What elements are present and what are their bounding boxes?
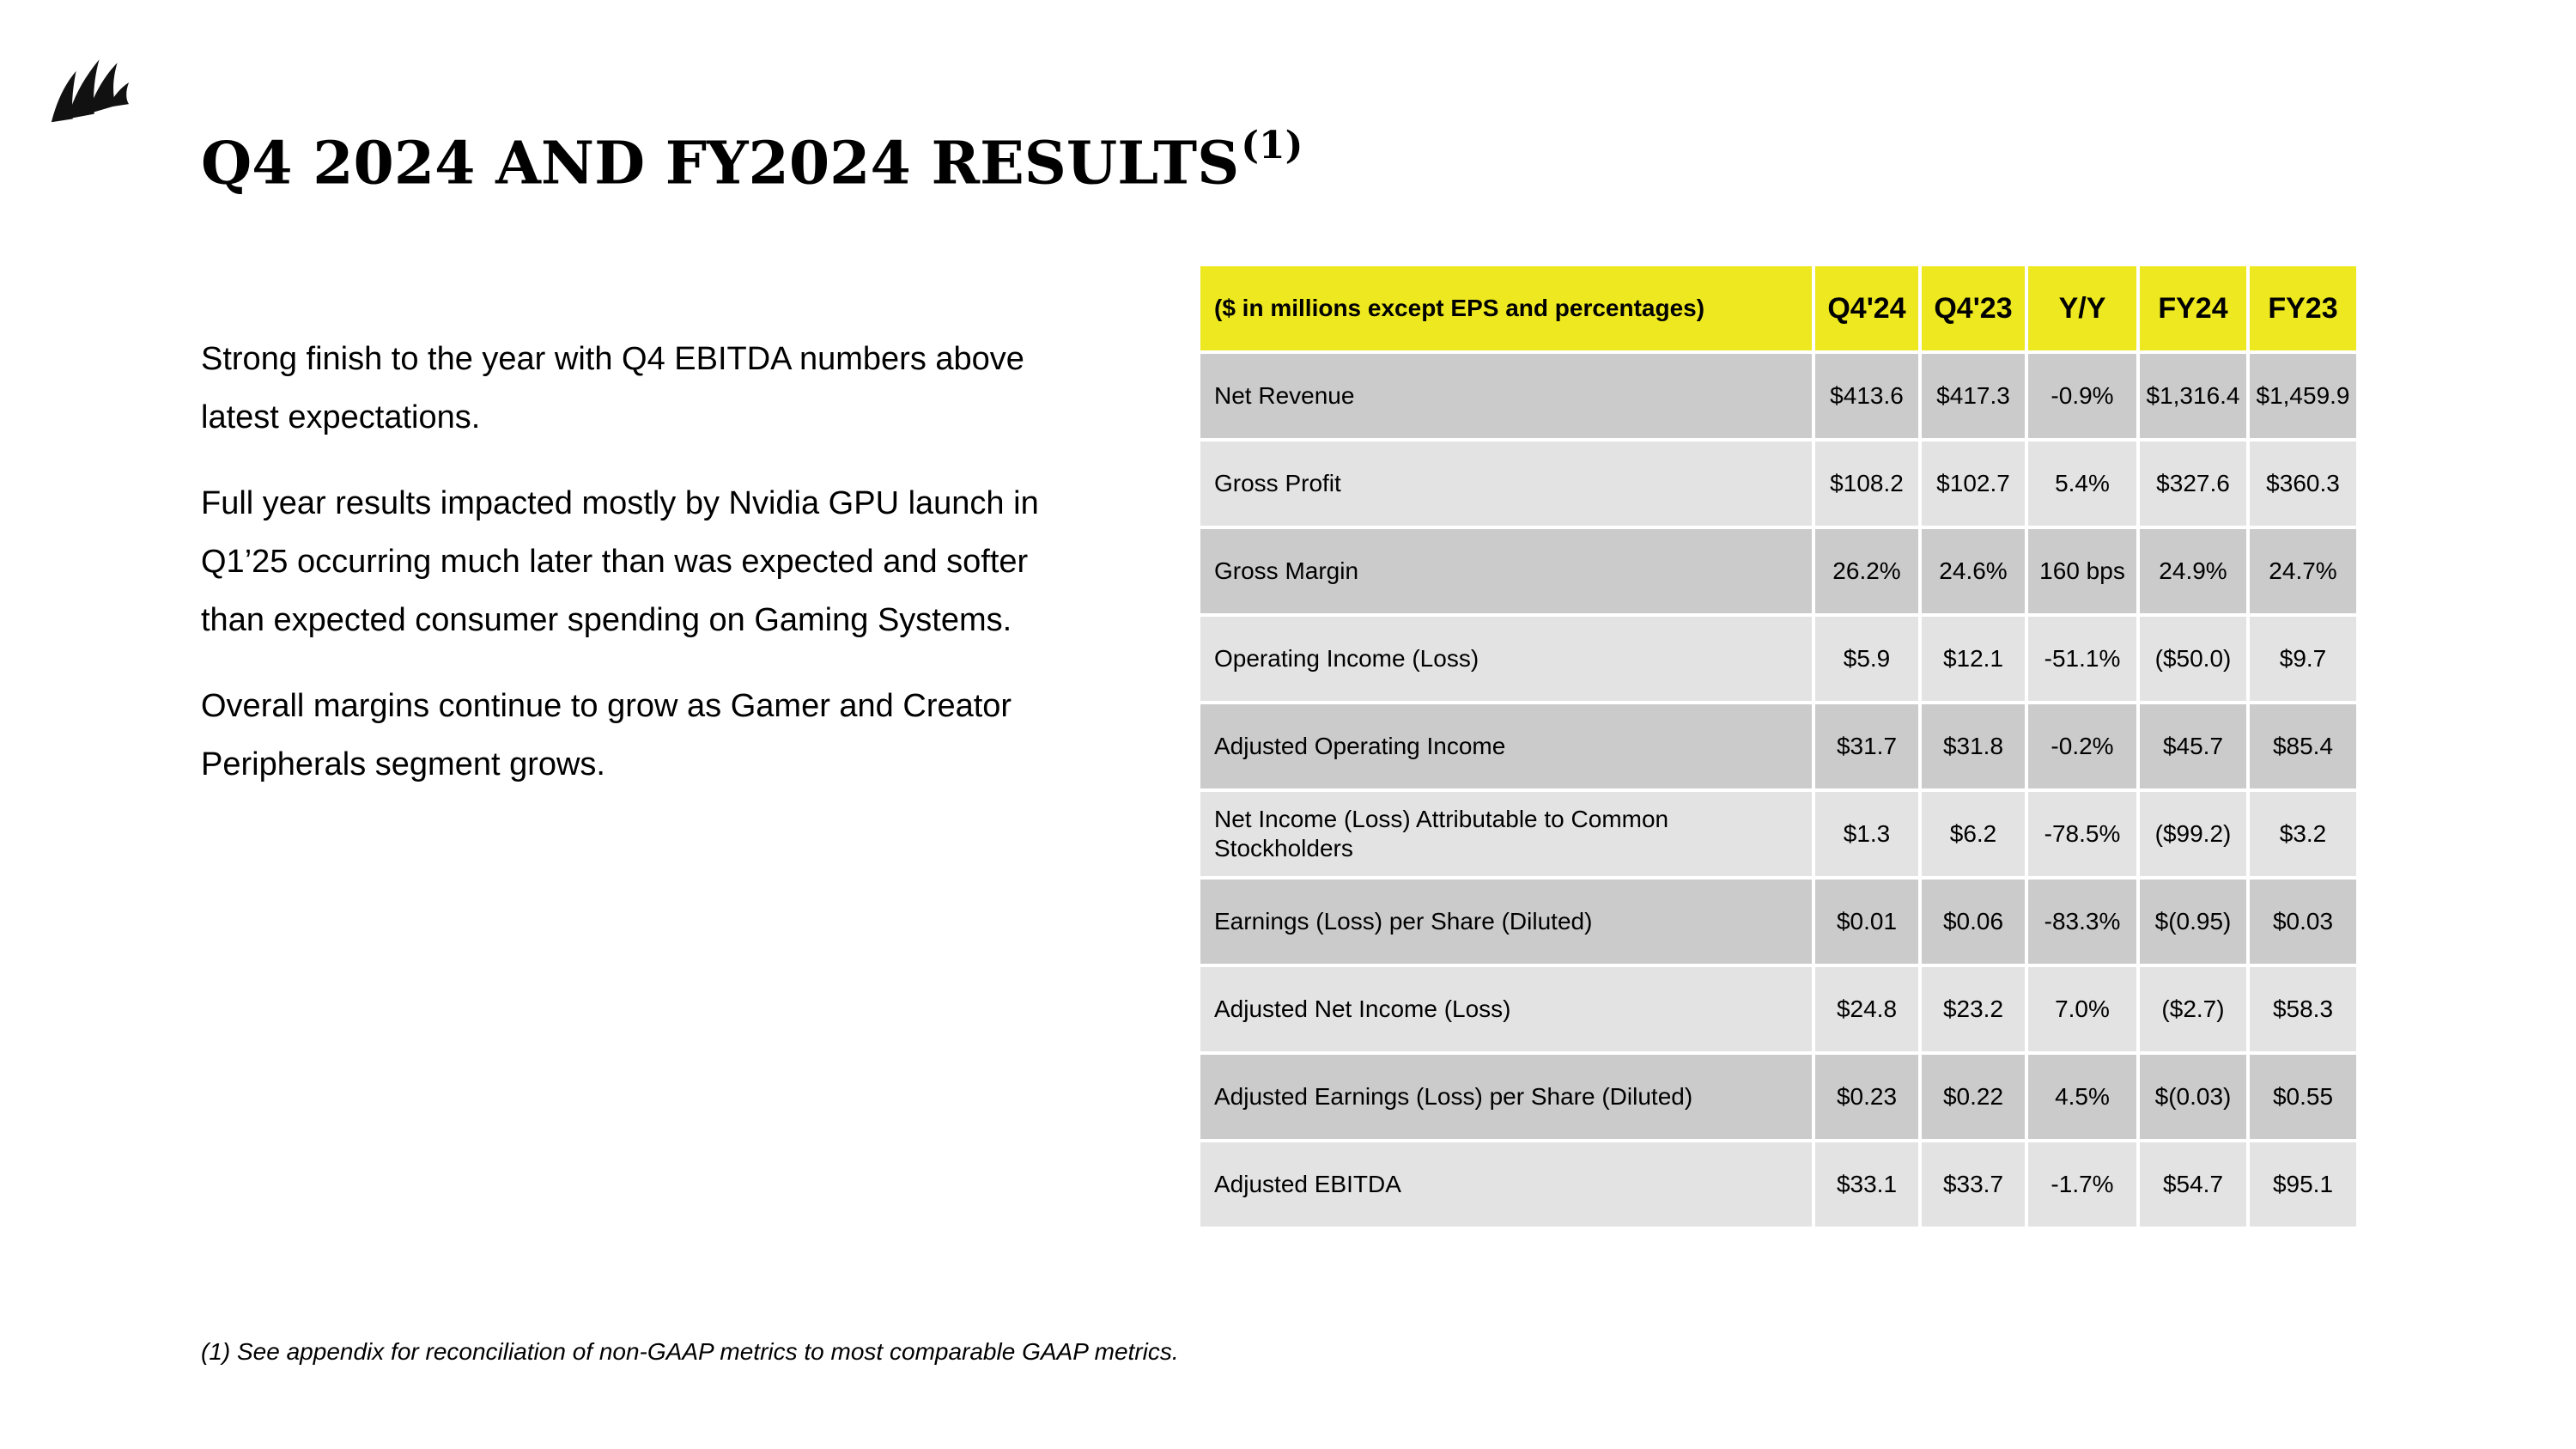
cell-q4-24: $1.3: [1814, 790, 1920, 878]
table-row: [1199, 878, 2358, 965]
cell-metric: Gross Margin: [1199, 527, 1814, 615]
summary-paragraph-1: Strong finish to the year with Q4 EBITDA numbers above latest expectations.: [201, 341, 1024, 435]
cell-yoy: 7.0%: [2026, 965, 2138, 1053]
cell-q4-23: $0.22: [1920, 1053, 2026, 1141]
cell-q4-23: $23.2: [1920, 965, 2026, 1053]
cell-q4-23: $0.06: [1920, 878, 2026, 965]
cell-fy23: $58.3: [2248, 965, 2358, 1053]
cell-fy23: $1,459.9: [2248, 352, 2358, 440]
summary-text: [201, 330, 1060, 821]
cell-q4-23: $6.2: [1920, 790, 2026, 878]
cell-metric: Adjusted Net Income (Loss): [1199, 965, 1814, 1053]
cell-fy23: $3.2: [2248, 790, 2358, 878]
cell-yoy: 4.5%: [2026, 1053, 2138, 1141]
cell-q4-24: $31.7: [1814, 703, 1920, 790]
cell-fy23: $0.03: [2248, 878, 2358, 965]
cell-q4-24: $5.9: [1814, 615, 1920, 703]
title-footnote-marker: (1): [1241, 124, 1303, 167]
cell-yoy: -51.1%: [2026, 615, 2138, 703]
header-metric: ($ in millions except EPS and percentages): [1199, 265, 1814, 352]
cell-metric: Operating Income (Loss): [1199, 615, 1814, 703]
cell-yoy: -1.7%: [2026, 1141, 2138, 1228]
cell-fy24: $54.7: [2138, 1141, 2248, 1228]
cell-yoy: -0.2%: [2026, 703, 2138, 790]
summary-paragraph-3: Overall margins continue to grow as Gamer and Creator Peripherals segment grows.: [201, 688, 1012, 782]
cell-q4-24: $413.6: [1814, 352, 1920, 440]
table-row: [1199, 965, 2358, 1053]
header-yoy: Y/Y: [2026, 265, 2138, 352]
cell-metric: Gross Profit: [1199, 440, 1814, 527]
cell-q4-23: $33.7: [1920, 1141, 2026, 1228]
header-fy23: FY23: [2248, 265, 2358, 352]
cell-q4-23: $12.1: [1920, 615, 2026, 703]
cell-metric: Net Income (Loss) Attributable to Common Stockholders: [1199, 790, 1814, 878]
cell-fy24: ($2.7): [2138, 965, 2248, 1053]
cell-q4-23: $417.3: [1920, 352, 2026, 440]
cell-fy24: $(0.03): [2138, 1053, 2248, 1141]
cell-q4-24: $33.1: [1814, 1141, 1920, 1228]
table-row: [1199, 703, 2358, 790]
cell-fy24: $1,316.4: [2138, 352, 2248, 440]
cell-metric: Earnings (Loss) per Share (Diluted): [1199, 878, 1814, 965]
results-table: [1197, 263, 2360, 1230]
cell-fy23: $9.7: [2248, 615, 2358, 703]
cell-metric: Adjusted Earnings (Loss) per Share (Diluted): [1199, 1053, 1814, 1141]
summary-paragraph-2: Full year results impacted mostly by Nvidia GPU launch in Q1’25 occurring much later than was expected and softer than expected consumer spending on Gaming Systems.: [201, 485, 1039, 638]
cell-yoy: 160 bps: [2026, 527, 2138, 615]
cell-q4-24: $108.2: [1814, 440, 1920, 527]
header-q4-23: Q4'23: [1920, 265, 2026, 352]
cell-yoy: 5.4%: [2026, 440, 2138, 527]
cell-metric: Net Revenue: [1199, 352, 1814, 440]
cell-fy23: $95.1: [2248, 1141, 2358, 1228]
header-fy24: FY24: [2138, 265, 2248, 352]
sails-logo-icon: [48, 45, 131, 127]
table-header-row: [1199, 265, 2358, 352]
table-row: [1199, 440, 2358, 527]
header-q4-24: Q4'24: [1814, 265, 1920, 352]
cell-metric: Adjusted Operating Income: [1199, 703, 1814, 790]
table-row: [1199, 1053, 2358, 1141]
cell-q4-24: $0.01: [1814, 878, 1920, 965]
page-title: [201, 124, 1303, 198]
cell-fy23: $85.4: [2248, 703, 2358, 790]
cell-fy23: $360.3: [2248, 440, 2358, 527]
cell-fy24: $327.6: [2138, 440, 2248, 527]
cell-fy24: ($99.2): [2138, 790, 2248, 878]
table-row: [1199, 1141, 2358, 1228]
cell-fy23: 24.7%: [2248, 527, 2358, 615]
cell-q4-23: $31.8: [1920, 703, 2026, 790]
cell-metric: Adjusted EBITDA: [1199, 1141, 1814, 1228]
cell-q4-24: 26.2%: [1814, 527, 1920, 615]
table-body: [1199, 352, 2358, 1228]
cell-q4-23: 24.6%: [1920, 527, 2026, 615]
cell-fy23: $0.55: [2248, 1053, 2358, 1141]
cell-q4-24: $24.8: [1814, 965, 1920, 1053]
cell-fy24: 24.9%: [2138, 527, 2248, 615]
cell-fy24: $(0.95): [2138, 878, 2248, 965]
table-row: [1199, 352, 2358, 440]
page-title-text: Q4 2024 AND FY2024 RESULTS: [201, 129, 1240, 198]
table-row: [1199, 615, 2358, 703]
cell-fy24: ($50.0): [2138, 615, 2248, 703]
cell-q4-24: $0.23: [1814, 1053, 1920, 1141]
table-row: [1199, 790, 2358, 878]
cell-yoy: -0.9%: [2026, 352, 2138, 440]
cell-yoy: -83.3%: [2026, 878, 2138, 965]
cell-fy24: $45.7: [2138, 703, 2248, 790]
footnote: (1) See appendix for reconciliation of non-GAAP metrics to most comparable GAAP metrics.: [201, 1338, 1179, 1365]
cell-q4-23: $102.7: [1920, 440, 2026, 527]
table-row: [1199, 527, 2358, 615]
cell-yoy: -78.5%: [2026, 790, 2138, 878]
